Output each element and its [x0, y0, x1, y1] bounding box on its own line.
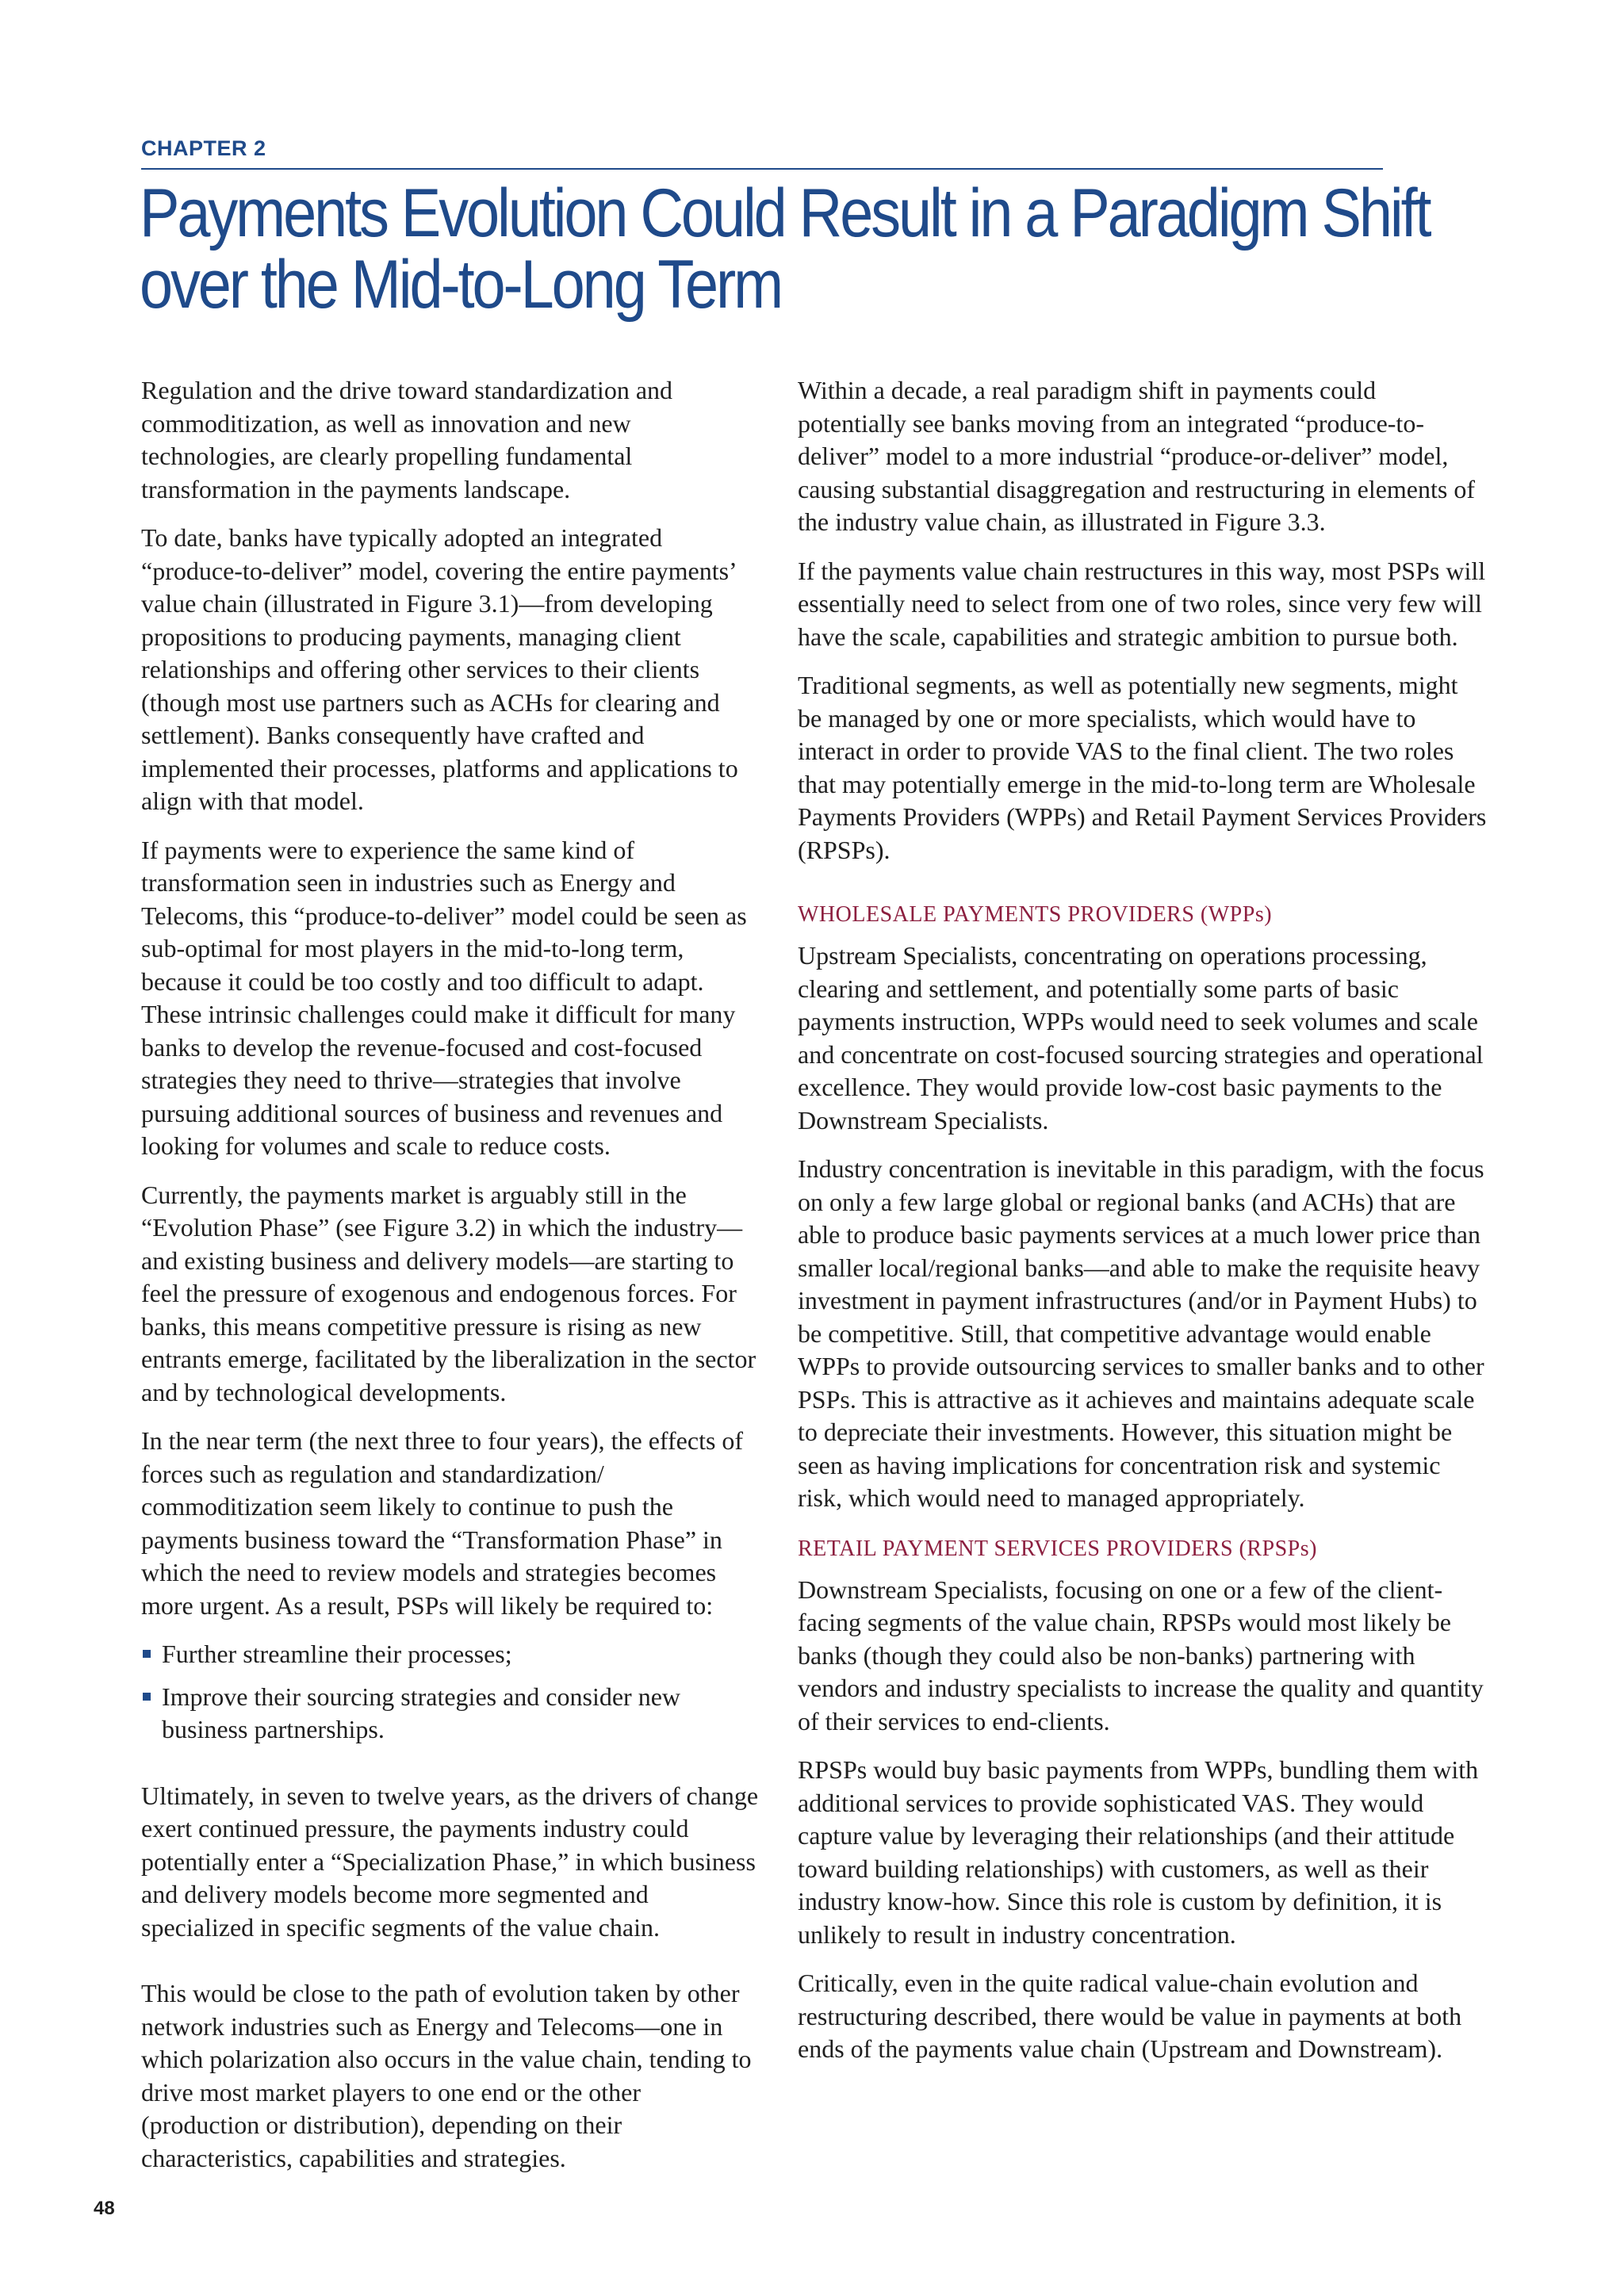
paragraph: Critically, even in the quite radical value-chain evolution and restructuring described, there would be value in payments at both ends of the payments value chain (Upstream and Downstream). — [798, 1969, 1462, 2063]
left-column — [141, 374, 760, 2191]
paragraph: Currently, the payments market is arguably still in the “Evolution Phase” (see Figure 3.2) in which the industry—and existing business and delivery models—are starting to feel the pressure of exogenous and endogenous forces. For banks, this means competitive pressure is rising as new entrants emerge, facilitated by the liberalization in the sector and by technological developments. — [141, 1180, 756, 1406]
square-bullet-icon — [143, 1650, 151, 1658]
paragraph: Upstream Specialists, concentrating on operations processing, clearing and settlement, and potentially some parts of basic payments instruction, WPPs would need to seek volumes and scale and concentrate on cost-focused sourcing strategies and operational excellence. They would provide low-cost basic payments to the Downstream Specialists. — [798, 941, 1484, 1135]
section-heading-rpsps: RETAIL PAYMENT SERVICES PROVIDERS (RPSPs) — [798, 1536, 1317, 1561]
paragraph: If the payments value chain restructures in this way, most PSPs will essentially need to select from one of two roles, since very few will have the scale, capabilities and strategic ambition to pursue both. — [798, 556, 1486, 651]
square-bullet-icon — [143, 1693, 151, 1701]
page-number: 48 — [94, 2198, 115, 2219]
paragraph: Within a decade, a real paradigm shift in payments could potentially see banks moving from an integrated “produce-to-deliver” model to a more industrial “produce-or-deliver” model, causing substantial disaggregation and restructuring in elements of the industry value chain, as illustrated in Figure 3.3. — [798, 376, 1475, 536]
page-title-line-1: Payments Evolution Could Result in a Paradigm Shift — [140, 175, 1430, 251]
bullet-text: Improve their sourcing strategies and consider new business partnerships. — [162, 1682, 681, 1743]
right-column — [798, 374, 1488, 2082]
paragraph: Industry concentration is inevitable in this paradigm, with the focus on only a few large global or regional banks (and ACHs) that are able to produce basic payments services at a much lower price than smaller local/regional banks—and able to make the requisite heavy investment in payment infrastructures (and/or in Payment Hubs) to be competitive. Still, that competitive advantage would enable WPPs to provide outsourcing services to smaller banks and to other PSPs. This is attractive as it achieves and maintains adequate scale to depreciate their investments. However, this situation might be seen as having implications for concentration risk and systemic risk, which would need to managed appropriately. — [798, 1154, 1484, 1512]
paragraph: This would be close to the path of evolution taken by other network industries such as Energy and Telecoms—one in which polarization also occurs in the value chain, tending to drive most market players to one end or the other (production or distribution), depending on their characteristics, capabilities and strategies. — [141, 1979, 752, 2172]
bullet-text: Further streamline their processes; — [162, 1640, 512, 1668]
bullet-item — [141, 1638, 760, 1671]
section-heading-wpps: WHOLESALE PAYMENTS PROVIDERS (WPPs) — [798, 902, 1273, 927]
page-title — [140, 175, 1430, 323]
paragraph: Traditional segments, as well as potentially new segments, might be managed by one or more specialists, which would have to interact in order to provide VAS to the final client. The two roles that may potentially emerge in the mid-to-long term are Wholesale Payments Providers (WPPs) and Retail Payment Services Providers (RPSPs). — [798, 671, 1487, 864]
paragraph: RPSPs would buy basic payments from WPPs, bundling them with additional services to provide sophisticated VAS. They would capture value by leveraging their relationships (and their attitude toward building relationships) with customers, as well as their industry know-how. Since this role is custom by definition, it is unlikely to result in industry concentration. — [798, 1755, 1479, 1949]
paragraph: In the near term (the next three to four years), the effects of forces such as regulation and standardization/ commoditization seem likely to continue to push the payments business toward the “Transformation Phase” in which the need to review models and strategies becomes more urgent. As a result, PSPs will likely be required to: — [141, 1426, 744, 1620]
bullet-item — [141, 1681, 760, 1747]
paragraph: Ultimately, in seven to twelve years, as the drivers of change exert continued pressure, the payments industry could potentially enter a “Specialization Phase,” in which business and delivery models become more segmented and specialized in specific segments of the value chain. — [141, 1781, 759, 1942]
paragraph: Regulation and the drive toward standardization and commoditization, as well as innovation and new technologies, are clearly propelling fundamental transformation in the payments landscape. — [141, 376, 673, 503]
page-title-line-2: over the Mid-to-Long Term — [140, 247, 782, 323]
paragraph: To date, banks have typically adopted an integrated “produce-to-deliver” model, covering the entire payments’ value chain (illustrated in Figure 3.1)—from developing propositions to producing payments, managing client relationships and offering other services to their clients (though most use partners such as ACHs for clearing and settlement). Banks consequently have crafted and implemented their processes, platforms and applications to align with that model. — [141, 523, 738, 815]
chapter-label: CHAPTER 2 — [141, 136, 1383, 170]
paragraph: Downstream Specialists, focusing on one or a few of the client-facing segments of the value chain, RPSPs would most likely be banks (though they could also be non-banks) partnering with vendors and industry specialists to increase the quality and quantity of their services to end-clients. — [798, 1575, 1484, 1735]
paragraph: If payments were to experience the same kind of transformation seen in industries such as Energy and Telecoms, this “produce-to-deliver” model could be seen as sub-optimal for most players in the mid-to-long term, because it could be too costly and too difficult to adapt. These intrinsic challenges could make it difficult for many banks to develop the revenue-focused and cost-focused strategies they need to thrive—strategies that involve pursuing additional sources of business and revenues and looking for volumes and scale to reduce costs. — [141, 835, 747, 1160]
bullet-list — [141, 1638, 760, 1747]
